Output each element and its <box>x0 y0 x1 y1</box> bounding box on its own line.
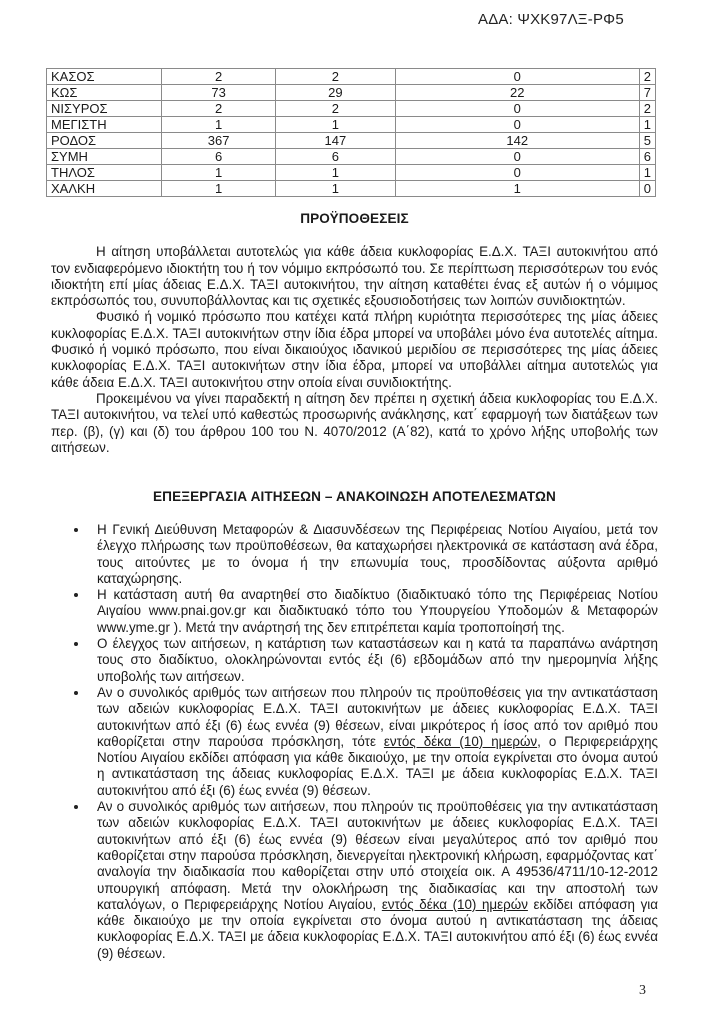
table-cell-name: ΧΑΛΚΗ <box>47 181 162 197</box>
table-row <box>47 181 656 197</box>
table-cell: 1 <box>162 181 276 197</box>
list-item <box>51 685 658 799</box>
table-cell: 6 <box>639 149 655 165</box>
ada-code: ΑΔΑ: ΨΧΚ97ΛΞ-ΡΦ5 <box>478 11 624 28</box>
list-item-text: Η Γενική Διεύθυνση Μεταφορών & Διασυνδέσεων της Περιφέρειας Νοτίου Αιγαίου, μετά τον έλεγχο πλήρωσης των προϋποθέσεων, θα καταχωρήσει ηλεκτρονικά σε κατάσταση ανά έδρα, τους αιτούντες με το όνομα ή την επωνυμία τους, προσδίδοντας αύξοντα αριθμό καταχώρησης. <box>97 522 658 586</box>
bullet-icon <box>74 593 78 597</box>
table-cell: 1 <box>639 117 655 133</box>
section-heading-processing: ΕΠΕΞΕΡΓΑΣΙΑ ΑΙΤΗΣΕΩΝ – ΑΝΑΚΟΙΝΩΣΗ ΑΠΟΤΕΛΕΣΜΑΤΩΝ <box>153 489 556 504</box>
table-row <box>47 149 656 165</box>
list-item <box>51 522 658 587</box>
table-cell: 0 <box>395 165 639 181</box>
bullet-icon <box>74 691 78 695</box>
table-cell: 2 <box>276 69 396 85</box>
list-item-text-after: εκδίδει απόφαση για κάθε δικαιούχο με την οποία εγκρίνεται στο όνομα αυτού η αντικατάσταση της άδειας κυκλοφορίας Ε.Δ.Χ. ΤΑΞΙ με άδεια κυκλοφορίας Ε.Δ.Χ. ΤΑΞΙ αυτοκινήτου από έξι (6) έως εννέα (9) θέσεων. <box>97 896 658 961</box>
table-cell: 0 <box>395 149 639 165</box>
table-cell: 73 <box>162 85 276 101</box>
preconditions-section <box>51 211 658 456</box>
list-item <box>51 636 658 685</box>
table-cell: 2 <box>276 101 396 117</box>
list-item <box>51 587 658 636</box>
table-cell-name: ΣΥΜΗ <box>47 149 162 165</box>
paragraph: Φυσικό ή νομικό πρόσωπο που κατέχει κατά πλήρη κυριότητα περισσότερες της μίας άδειες κυκλοφορίας Ε.Δ.Χ. ΤΑΞΙ αυτοκινήτων στην ίδια έδρα μπορεί να υποβάλει μόνο ένα αυτοτελές αίτημα. Φυσικό ή νομικό πρόσωπο, που είναι δικαιούχος ιδανικού μεριδίου σε περισσότερες της μίας άδειες κυκλοφορίας Ε.Δ.Χ. ΤΑΞΙ αυτοκινήτων στην ίδια έδρα, μπορεί να υποβάλλει αίτημα αυτοτελώς για κάθε άδεια Ε.Δ.Χ. ΤΑΞΙ αυτοκινήτου στην οποία είναι συνιδιοκτήτης. <box>51 309 658 390</box>
paragraph: Προκειμένου να γίνει παραδεκτή η αίτηση δεν πρέπει η σχετική άδεια κυκλοφορίας του Ε.Δ.Χ. ΤΑΞΙ αυτοκινήτου, να τελεί υπό καθεστώς προσωρινής ανάκλησης, κατ΄ εφαρμογή των διατάξεων των περ. (β), (γ) και (δ) του άρθρου 100 του Ν. 4070/2012 (Α΄82), κατά το χρόνο λήξης υποβολής των αιτήσεων. <box>51 390 658 455</box>
list-item <box>51 799 658 962</box>
table-cell: 0 <box>395 101 639 117</box>
processing-section-heading-wrap <box>51 489 658 505</box>
table-cell-name: ΚΑΣΟΣ <box>47 69 162 85</box>
table-cell: 0 <box>395 117 639 133</box>
list-item-text-after: , ο Περιφερειάρχης Νοτίου Αιγαίου εκδίδει απόφαση για κάθε δικαιούχο, με την οποία εγκρίνεται στο όνομα αυτού η αντικατάσταση της άδειας κυκλοφορίας Ε.Δ.Χ. ΤΑΞΙ με άδεια κυκλοφορίας Ε.Δ.Χ. ΤΑΞΙ αυτοκινήτου από έξι (6) έως εννέα (9) θέσεων. <box>97 733 658 798</box>
table-row <box>47 69 656 85</box>
processing-bullet-list <box>51 522 658 962</box>
table-cell: 5 <box>639 133 655 149</box>
table-cell: 367 <box>162 133 276 149</box>
table-cell: 0 <box>395 69 639 85</box>
table-cell: 2 <box>162 101 276 117</box>
table-cell: 1 <box>395 181 639 197</box>
list-item-text: Η κατάσταση αυτή θα αναρτηθεί στο διαδίκτυο (διαδικτυακό τόπο της Περιφέρειας Νοτίου Αιγαίου www.pnai.gov.gr και διαδικτυακό τόπο του Υπουργείου Υποδομών & Μεταφορών www.yme.gr ). Μετά την ανάρτησή της δεν επιτρέπεται καμία τροποποίησή της. <box>97 587 658 635</box>
page-number: 3 <box>639 983 646 998</box>
table-cell: 7 <box>639 85 655 101</box>
table-cell: 6 <box>162 149 276 165</box>
table-cell: 1 <box>162 165 276 181</box>
table-cell: 2 <box>639 101 655 117</box>
table-cell: 6 <box>276 149 396 165</box>
table-row <box>47 117 656 133</box>
table-row <box>47 85 656 101</box>
table-row <box>47 133 656 149</box>
table-cell: 1 <box>276 181 396 197</box>
table-cell: 2 <box>162 69 276 85</box>
table-cell: 147 <box>276 133 396 149</box>
underlined-deadline: εντός δέκα (10) ημερών <box>383 733 538 749</box>
table-row <box>47 165 656 181</box>
table-row <box>47 101 656 117</box>
bullet-icon <box>74 805 78 809</box>
table-cell: 22 <box>395 85 639 101</box>
table-cell: 0 <box>639 181 655 197</box>
list-item-text-before: Αν ο συνολικός αριθμός των αιτήσεων που πληρούν τις προϋποθέσεις για την αντικατάσταση των αδειών κυκλοφορίας Ε.Δ.Χ. ΤΑΞΙ αυτοκινήτων με άδειες κυκλοφορίας Ε.Δ.Χ. ΤΑΞΙ αυτοκινήτων από έξι (6) έως εννέα (9) θέσεων, είναι μικρότερος ή ίσος από τον αριθμό που καθορίζεται στην παρούσα πρόσκληση, τότε <box>97 684 658 749</box>
table-cell: 29 <box>276 85 396 101</box>
bullet-icon <box>74 528 78 532</box>
table-cell-name: ΤΗΛΟΣ <box>47 165 162 181</box>
underlined-deadline: εντός δέκα (10) ημερών <box>381 896 528 912</box>
list-item-text: Ο έλεγχος των αιτήσεων, η κατάρτιση των καταστάσεων και η κατά τα παραπάνω ανάρτηση τους στο διαδίκτυο, ολοκληρώνονται εντός έξι (6) εβδομάδων από την ημερομηνία λήξης υποβολής των αιτήσεων. <box>97 636 658 684</box>
table-cell-name: ΜΕΓΙΣΤΗ <box>47 117 162 133</box>
list-item-text-before: Αν ο συνολικός αριθμός των αιτήσεων, που πληρούν τις προϋποθέσεις για την αντικατάσταση των αδειών κυκλοφορίας Ε.Δ.Χ. ΤΑΞΙ αυτοκινήτων με άδειες κυκλοφορίας Ε.Δ.Χ. ΤΑΞΙ αυτοκινήτων από έξι (6) έως εννέα (9) θέσεων είναι μεγαλύτερος από τον αριθμό που καθορίζεται στην παρούσα πρόσκληση, διενεργείται ηλεκτρονική κλήρωση, εφαρμόζοντας κατ΄ αναλογία την διαδικασία που καθορίζεται στην υπό στοιχεία οικ. Α 49536/4711/10-12-2012 υπουργική απόφαση. Μετά την ολοκλήρωση της διαδικασίας και την αποστολή των καταλόγων, ο Περιφερειάρχης Νοτίου Αιγαίου, <box>97 799 658 912</box>
table-cell: 2 <box>639 69 655 85</box>
table-cell: 142 <box>395 133 639 149</box>
table-cell: 1 <box>276 117 396 133</box>
bullet-icon <box>74 642 78 646</box>
paragraph: Η αίτηση υποβάλλεται αυτοτελώς για κάθε άδεια κυκλοφορίας Ε.Δ.Χ. ΤΑΞΙ αυτοκινήτου από τον ενδιαφερόμενο ιδιοκτήτη του ή τον νόμιμο εκπρόσωπό του. Σε περίπτωση περισσότερων του ενός ιδιοκτήτη επί μίας άδειας Ε.Δ.Χ. ΤΑΞΙ αυτοκινήτου, την αίτηση καταθέτει ένας εξ αυτών ή ο νόμιμος εκπρόσωπός του, συνυποβάλλοντας και τις σχετικές εξουσιοδοτήσεις των λοιπών συνιδιοκτητών. <box>51 244 658 309</box>
section-heading-preconditions: ΠΡΟΫΠΟΘΕΣΕΙΣ <box>300 211 409 226</box>
applications-table <box>46 68 656 197</box>
table-cell-name: ΝΙΣΥΡΟΣ <box>47 101 162 117</box>
table-cell-name: ΡΟΔΟΣ <box>47 133 162 149</box>
table-cell: 1 <box>639 165 655 181</box>
table-cell: 1 <box>276 165 396 181</box>
table-cell-name: ΚΩΣ <box>47 85 162 101</box>
table-cell: 1 <box>162 117 276 133</box>
